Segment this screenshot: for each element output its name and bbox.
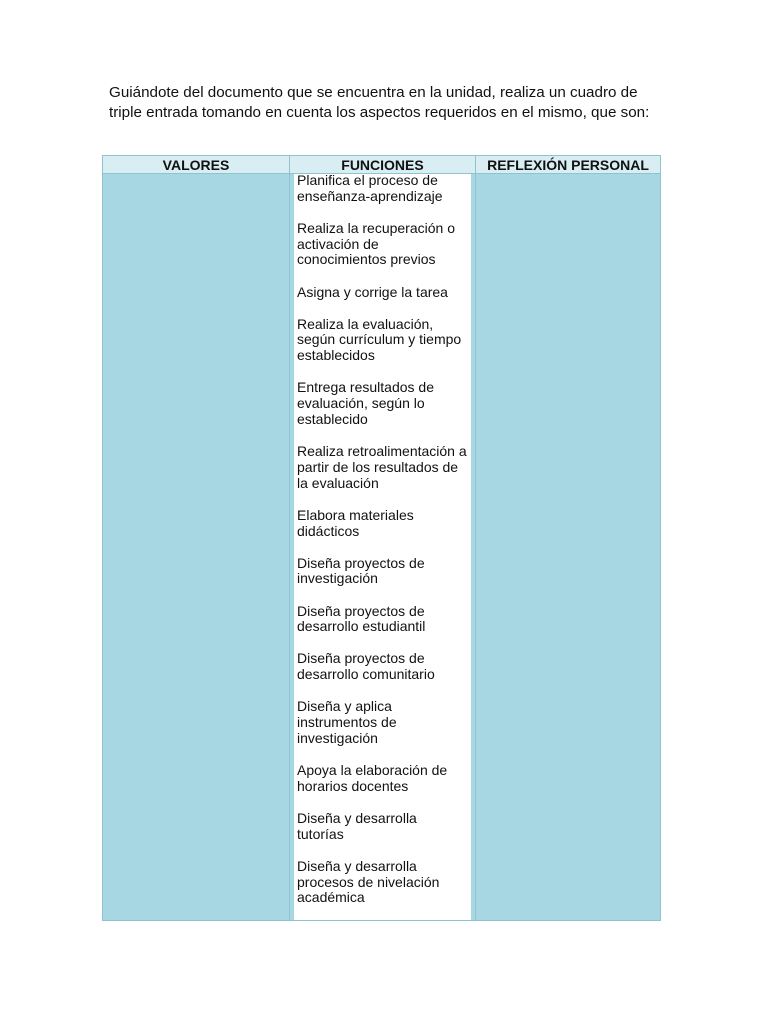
funcion-item: Realiza la evaluación, según currículum y tiempo establecidos xyxy=(297,315,462,364)
triple-entry-table xyxy=(102,155,661,921)
funcion-item: Apoya la elaboración de horarios docentes xyxy=(297,761,448,794)
funcion-item: Entrega resultados de evaluación, según lo establecido xyxy=(297,379,434,427)
valores-cell xyxy=(103,174,289,920)
funcion-item: Diseña y desarrolla tutorías xyxy=(297,809,417,842)
header-reflexion-personal: REFLEXIÓN PERSONAL xyxy=(476,156,660,174)
funcion-item: Diseña proyectos de desarrollo comunitario xyxy=(297,650,435,683)
column-divider xyxy=(475,156,476,920)
header-funciones: FUNCIONES xyxy=(290,156,475,174)
header-valores: VALORES xyxy=(103,156,289,174)
funcion-item: Diseña y desarrolla procesos de nivelación académica xyxy=(297,857,440,906)
funcion-item: Elabora materiales didácticos xyxy=(297,506,414,539)
funcion-item: Diseña y aplica instrumentos de investigación xyxy=(297,698,397,746)
column-divider xyxy=(289,156,290,920)
funcion-item: Planifica el proceso de enseñanza-aprendizaje xyxy=(297,172,443,204)
funcion-item: Realiza la recuperación o activación de conocimientos previos xyxy=(297,219,455,268)
funcion-item: Asigna y corrige la tarea xyxy=(297,283,448,300)
reflexion-cell xyxy=(476,174,660,920)
funciones-cell xyxy=(290,174,475,920)
funcion-item: Realiza retroalimentación a partir de los resultados de la evaluación xyxy=(297,443,467,491)
funcion-item: Diseña proyectos de investigación xyxy=(297,554,425,587)
funcion-item: Diseña proyectos de desarrollo estudiantil xyxy=(297,602,426,635)
instructions-paragraph: Guiándote del documento que se encuentra en la unidad, realiza un cuadro de triple entrada tomando en cuenta los aspectos requeridos en el mismo, que son: xyxy=(109,84,650,121)
